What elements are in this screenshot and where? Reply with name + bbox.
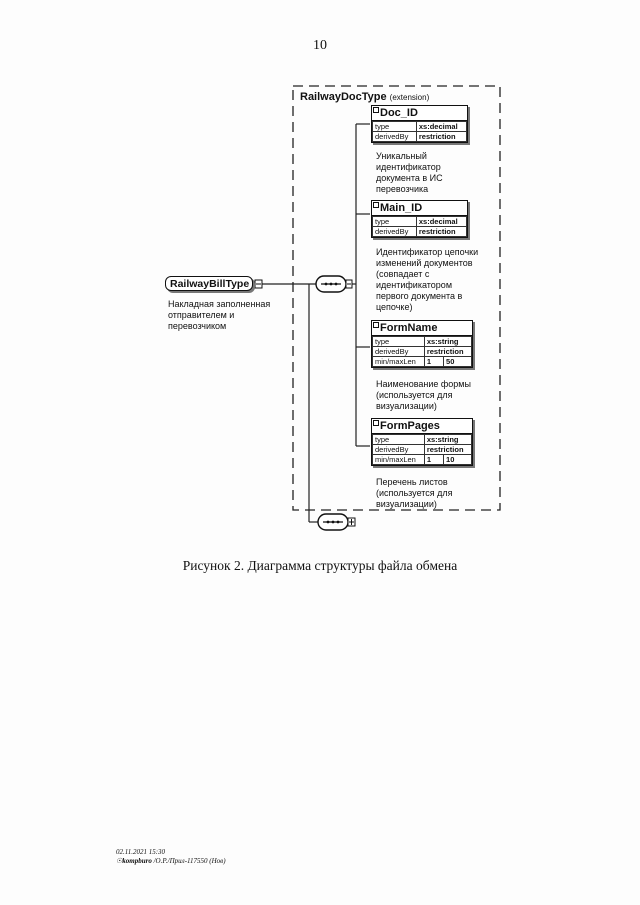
root-expand-icon [255, 280, 262, 288]
footer-brand: kompburo [122, 857, 152, 865]
element-marker-icon [373, 107, 379, 113]
page-number: 10 [313, 38, 327, 53]
root-element-description: Накладная заполненная отправителем и перевозчиком [168, 299, 271, 331]
element-main-id[interactable] [371, 200, 468, 238]
element-main-id-props: type xs:decimal derivedBy restriction [372, 216, 467, 237]
element-main-id-name: Main_ID [372, 201, 467, 216]
sequence-compositor-icon [316, 276, 352, 292]
figure-caption: Рисунок 2. Диаграмма структуры файла обмена [182, 558, 458, 573]
element-doc-id-description: Уникальный идентификатор документа в ИС перевозчика [376, 151, 443, 194]
footer-date: 02.11.2021 15:30 [116, 848, 166, 856]
footer-line2 [116, 857, 226, 866]
element-formpages[interactable] [371, 418, 473, 466]
root-element-node[interactable]: RailwayBillType [165, 276, 253, 291]
element-marker-icon [373, 202, 379, 208]
element-formname-props: type xs:string derivedBy restriction min/maxLen 1 50 [372, 336, 472, 367]
footer-logo-icon: ☉ [116, 857, 123, 865]
container-kind: (extension) [389, 93, 430, 102]
footer-ref: /О.Р./Прил-117550 (Нов) [153, 857, 226, 865]
element-doc-id-name: Doc_ID [372, 106, 467, 121]
element-formname-description: Наименование формы (используется для визуализации) [376, 379, 471, 411]
container-name: RailwayDocType [300, 91, 387, 103]
container-title [300, 91, 429, 103]
element-marker-icon [373, 322, 379, 328]
element-main-id-description: Идентификатор цепочки изменений документов (совпадает с идентификатором первого документа в цепочке) [376, 247, 479, 312]
sequence-compositor-lower-icon [318, 514, 355, 530]
element-formpages-props: type xs:string derivedBy restriction min/maxLen 1 10 [372, 434, 472, 465]
footer-stamp [116, 848, 226, 866]
element-doc-id[interactable] [371, 105, 468, 143]
element-formname-name: FormName [372, 321, 472, 336]
element-formname[interactable] [371, 320, 473, 368]
element-formpages-name: FormPages [372, 419, 472, 434]
element-doc-id-props: type xs:decimal derivedBy restriction [372, 121, 467, 142]
element-formpages-description: Перечень листов (используется для визуализации) [376, 477, 453, 509]
element-marker-icon [373, 420, 379, 426]
